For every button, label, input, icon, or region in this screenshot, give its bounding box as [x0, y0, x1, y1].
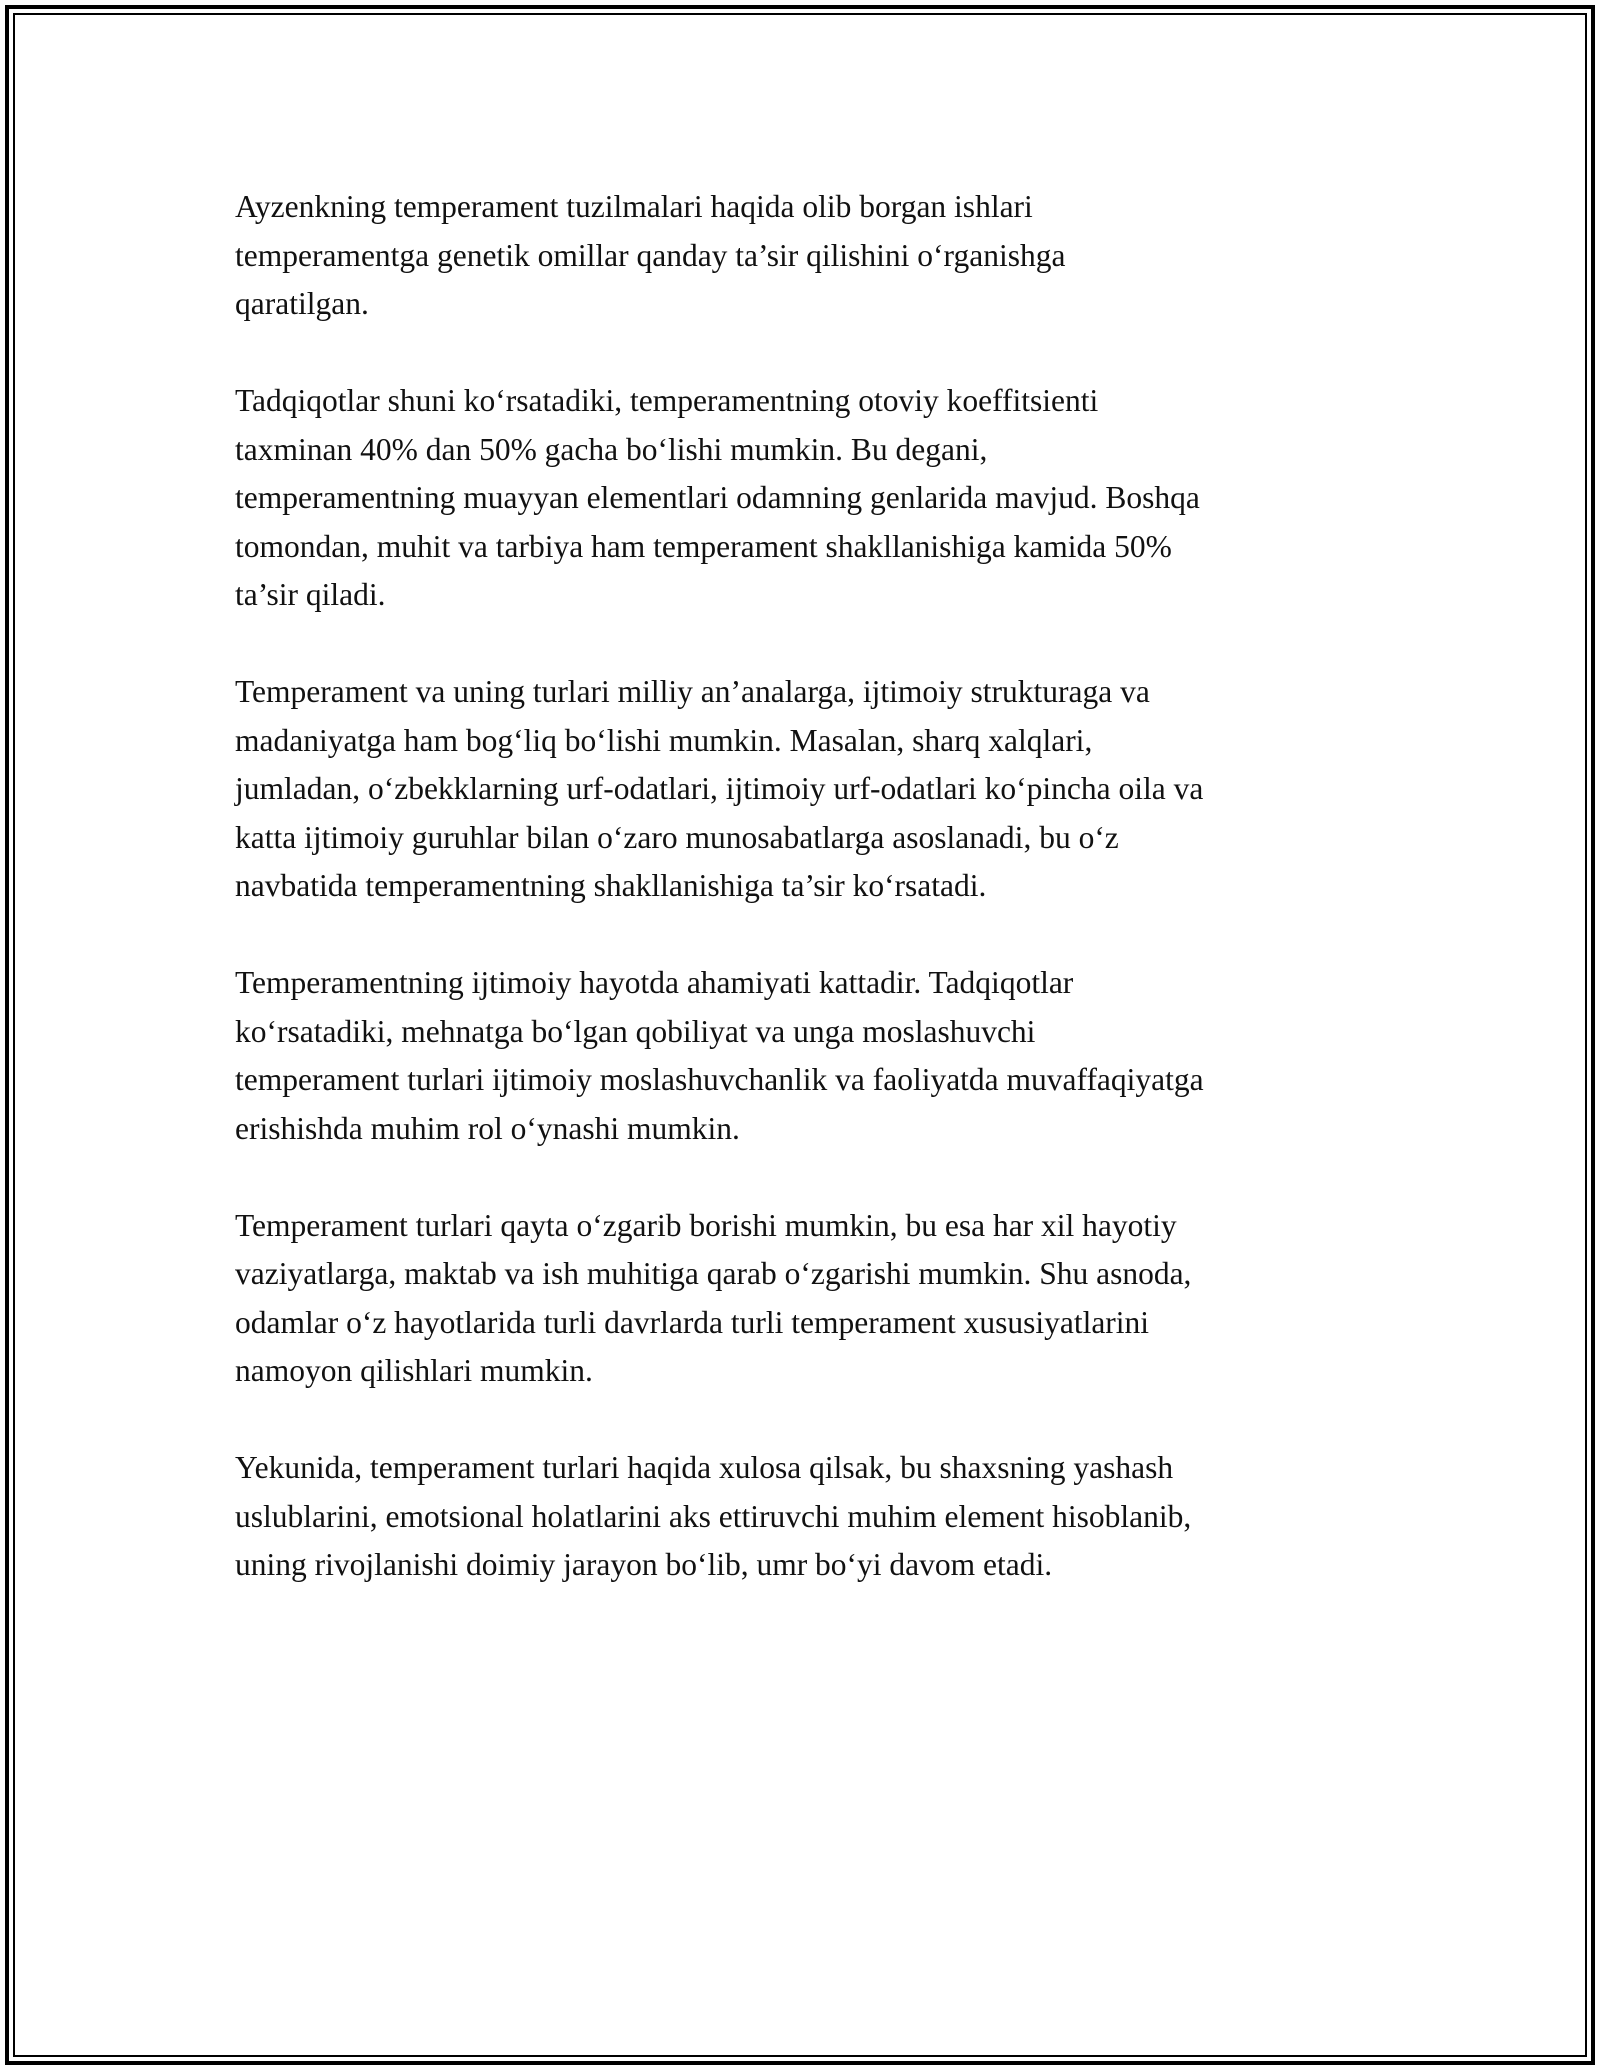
paragraph-heritability: Tadqiqotlar shuni ko‘rsatadiki, temperamentning otoviy koeffitsienti taxminan 40% dan 50% gacha bo‘lishi mumkin. Bu degani, temperamentning muayyan elementlari odamning genlarida mavjud. Boshqa tomondan, muhit va tarbiya ham temperament shakllanishiga kamida 50% ta’sir qiladi.	[235, 383, 1200, 612]
paragraph-temperament-change: Temperament turlari qayta o‘zgarib borishi mumkin, bu esa har xil hayotiy vaziyatlarga, maktab va ish muhitiga qarab o‘zgarishi mumkin. Shu asnoda, odamlar o‘z hayotlarida turli davrlarda turli temperament xususiyatlarini namoyon qilishlari mumkin.	[235, 1207, 1192, 1388]
document-body	[235, 183, 1375, 1638]
paragraph-social-importance: Temperamentning ijtimoiy hayotda ahamiyati kattadir. Tadqiqotlar ko‘rsatadiki, mehnatga bo‘lgan qobiliyat va unga moslashuvchi temperament turlari ijtimoiy moslashuvchanlik va faoliyatda muvaffaqiyatga erishishda muhim rol o‘ynashi mumkin.	[235, 965, 1204, 1146]
paragraph-cultural-factors: Temperament va uning turlari milliy an’analarga, ijtimoiy strukturaga va madaniyatga ham bog‘liq bo‘lishi mumkin. Masalan, sharq xalqlari, jumladan, o‘zbekklarning urf-odatlari, ijtimoiy urf-odatlari ko‘pincha oila va katta ijtimoiy guruhlar bilan o‘zaro munosabatlarga asoslanadi, bu o‘z navbatida temperamentning shakllanishiga ta’sir ko‘rsatadi.	[235, 674, 1204, 903]
paragraph-conclusion: Yekunida, temperament turlari haqida xulosa qilsak, bu shaxsning yashash uslublarini, emotsional holatlarini aks ettiruvchi muhim element hisoblanib, uning rivojlanishi doimiy jarayon bo‘lib, umr bo‘yi davom etadi.	[235, 1450, 1192, 1582]
paragraph-genetic-factors: Ayzenkning temperament tuzilmalari haqida olib borgan ishlari temperamentga genetik omillar qanday ta’sir qilishini o‘rganishga qaratilgan.	[235, 189, 1066, 321]
